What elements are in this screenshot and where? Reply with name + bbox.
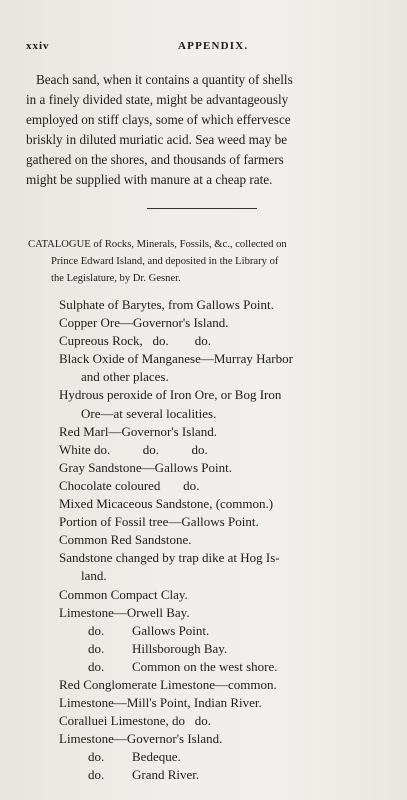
paragraph-line: Beach sand, when it contains a quantity of shells — [36, 72, 293, 87]
entry-location: Grand River. — [132, 767, 200, 783]
catalogue-entry: Copper Ore—Governor's Island. — [59, 315, 229, 331]
catalogue-entries — [59, 296, 404, 785]
paragraph-line: employed on stiff clays, some of which effervesce — [26, 112, 291, 127]
catalogue-line: CATALOGUE of Rocks, Minerals, Fossils, &c., collected on — [28, 239, 287, 250]
ditto-mark: do. — [88, 658, 105, 674]
catalogue-entry-continuation: and other places. — [81, 369, 169, 385]
catalogue-entry: Limestone—Governor's Island. — [59, 731, 223, 747]
ditto-mark: do. — [88, 767, 105, 783]
ditto-mark: do. — [88, 622, 105, 638]
catalogue-entry: Common Compact Clay. — [59, 586, 188, 602]
catalogue-heading — [28, 236, 403, 287]
catalogue-line: the Legislature, by Dr. Gesner. — [51, 273, 181, 284]
catalogue-entry — [59, 748, 404, 766]
catalogue-entry: Portion of Fossil tree—Gallows Point. — [59, 514, 259, 530]
catalogue-entry: Mixed Micaceous Sandstone, (common.) — [59, 496, 274, 512]
catalogue-entry — [59, 622, 404, 640]
ditto-mark: do. — [88, 640, 105, 656]
paragraph-line: briskly in diluted muriatic acid. Sea weed may be — [26, 132, 288, 147]
catalogue-entry: Black Oxide of Manganese—Murray Harbor — [59, 351, 293, 367]
catalogue-entry: Sulphate of Barytes, from Gallows Point. — [59, 297, 274, 312]
catalogue-entry — [59, 640, 404, 658]
catalogue-entry: Gray Sandstone—Gallows Point. — [59, 459, 232, 475]
running-title: APPENDIX. — [178, 40, 249, 52]
catalogue-entry-continuation: land. — [81, 568, 107, 584]
section-divider — [147, 208, 257, 209]
page-number: xxiv — [26, 40, 50, 52]
beach-sand-paragraph — [26, 70, 404, 190]
entry-location: Common on the west shore. — [132, 658, 278, 674]
catalogue-entry: Limestone—Orwell Bay. — [59, 604, 190, 620]
paragraph-line: gathered on the shores, and thousands of farmers — [26, 152, 284, 167]
catalogue-entry: White do. do. do. — [59, 441, 208, 457]
paragraph-line: in a finely divided state, might be advantageously — [26, 92, 289, 107]
catalogue-line: Prince Edward Island, and deposited in the Library of — [51, 256, 279, 267]
page-header — [0, 40, 407, 60]
catalogue-entry-continuation: Ore—at several localities. — [81, 405, 217, 421]
catalogue-entry: Red Conglomerate Limestone—common. — [59, 676, 277, 692]
catalogue-entry — [59, 766, 404, 784]
catalogue-entry: Limestone—Mill's Point, Indian River. — [59, 695, 262, 711]
catalogue-entry: Coralluei Limestone, do do. — [59, 713, 212, 729]
catalogue-entry: Hydrous peroxide of Iron Ore, or Bog Iron — [59, 387, 282, 403]
entry-location: Bedeque. — [132, 749, 181, 765]
paragraph-line: might be supplied with manure at a cheap rate. — [26, 172, 273, 187]
catalogue-entry: Cupreous Rock, do. do. — [59, 333, 212, 349]
catalogue-entry — [59, 658, 404, 676]
ditto-mark: do. — [88, 749, 105, 765]
catalogue-entry: Sandstone changed by trap dike at Hog Is- — [59, 550, 280, 566]
catalogue-entry: Red Marl—Governor's Island. — [59, 423, 217, 439]
entry-location: Hillsborough Bay. — [132, 640, 228, 656]
catalogue-entry: Common Red Sandstone. — [59, 532, 192, 548]
catalogue-entry: Chocolate coloured do. — [59, 477, 200, 493]
entry-location: Gallows Point. — [132, 622, 210, 638]
